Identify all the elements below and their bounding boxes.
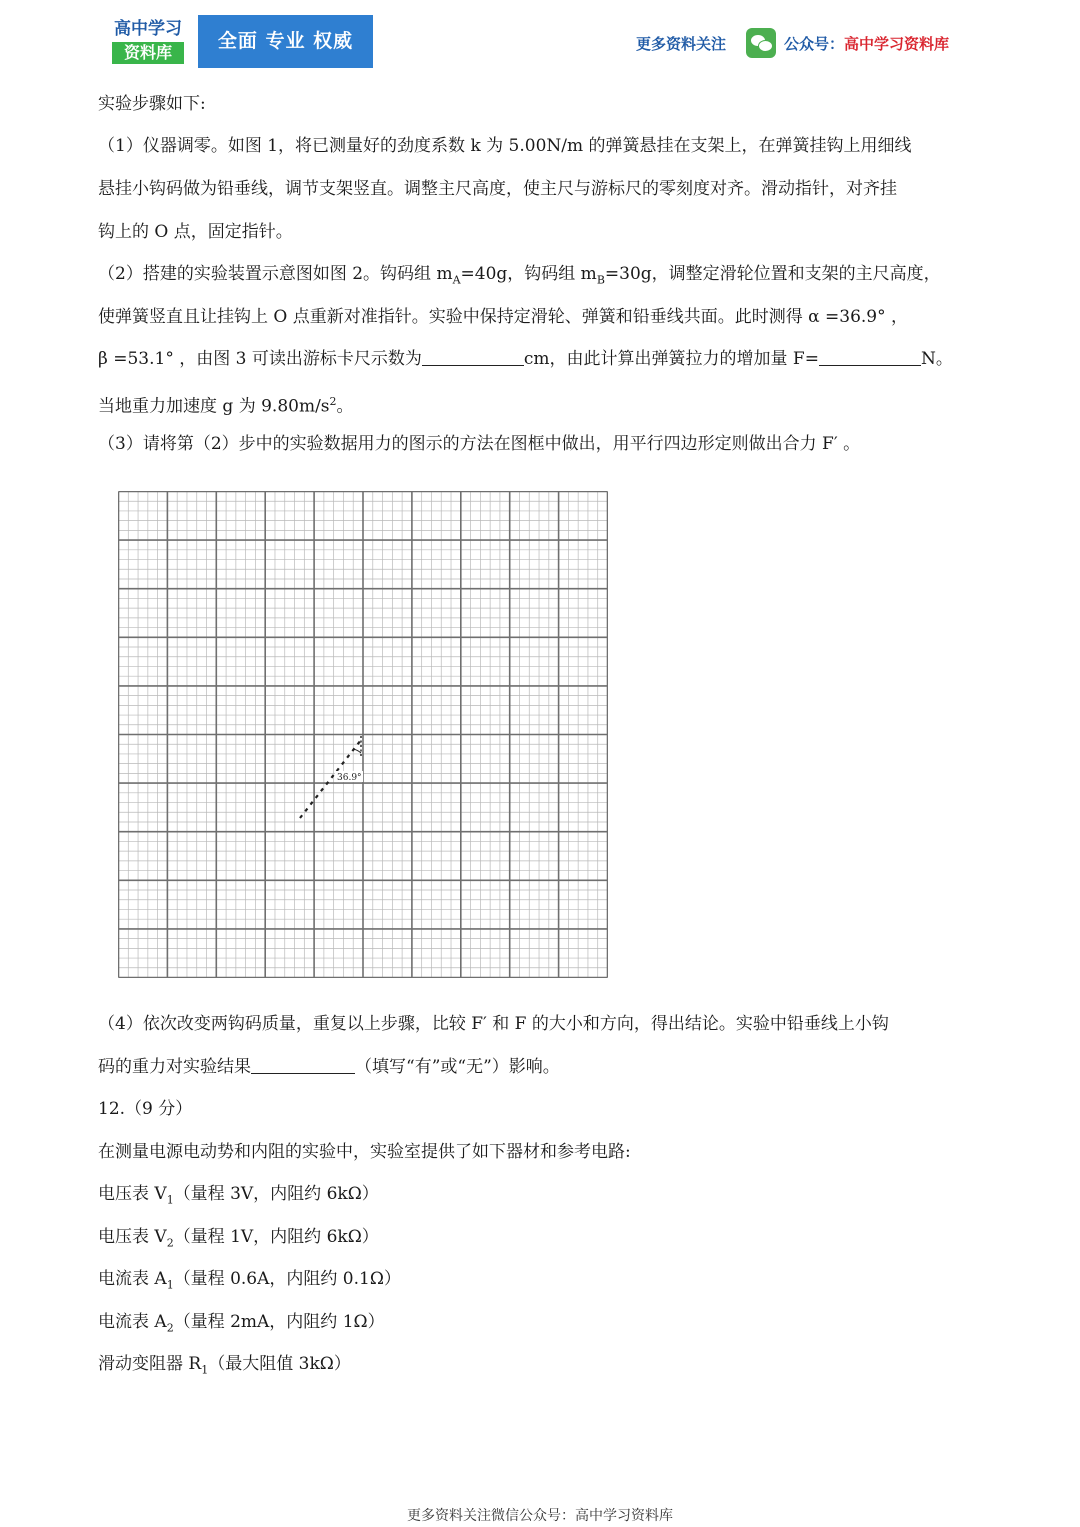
brand-logo [110, 18, 186, 66]
equipment-item: 电流表 $A_1$（量程 0.6A，内阻约 0.1Ω） [98, 1269, 401, 1292]
equipment-item: 滑动变阻器 $R_1$（最大阻值 3kΩ） [98, 1354, 351, 1377]
account-name: 高中学习资料库 [844, 35, 950, 53]
page-header [0, 0, 1080, 80]
angle-arc [353, 749, 361, 753]
slogan-banner: 全面 专业 权威 [198, 15, 373, 68]
equipment-item: 电流表 $A_2$（量程 2mA，内阻约 1Ω） [98, 1312, 385, 1335]
answer-blank-vernier[interactable] [422, 347, 524, 366]
step4-line1: （4）依次改变两钩码质量，重复以上步骤，比较 F′ 和 F 的大小和方向，得出结论。实验中铅垂线上小钩 [98, 1014, 889, 1034]
graph-paper-frame[interactable] [118, 491, 608, 978]
step2-line2: 使弹簧竖直且让挂钩上 O 点重新对准指针。实验中保持定滑轮、弹簧和铅垂线共面。此时测得 α =36.9° ， [98, 307, 909, 327]
question-12-intro: 在测量电源电动势和内阻的实验中，实验室提供了如下器材和参考电路: [98, 1142, 631, 1162]
answer-blank-effect[interactable] [251, 1055, 355, 1074]
follow-text: 更多资料关注 [636, 35, 727, 53]
account-label: 公众号： [784, 35, 845, 53]
logo-top-text: 高中学习 [114, 19, 182, 39]
equipment-item: 电压表 $V_2$（量程 1V，内阻约 6kΩ） [98, 1227, 379, 1250]
step3-line1: （3）请将第（2）步中的实验数据用力的图示的方法在图框中做出，用平行四边形定则做出合力 F′ 。 [98, 434, 861, 454]
wechat-icon [746, 28, 776, 58]
answer-blank-force[interactable] [819, 347, 921, 366]
page-footer: 更多资料关注微信公众号：高中学习资料库 [407, 1508, 673, 1524]
step4-line2: 码的重力对实验结果 （填写“有”或“无”）影响。 [98, 1057, 560, 1077]
graph-paper [118, 491, 608, 978]
step1-line1: （1）仪器调零。如图 1，将已测量好的劲度系数 k 为 5.00N/m 的弹簧悬挂在支架上，在弹簧挂钩上用细线 [98, 136, 912, 156]
logo-bottom-text: 资料库 [112, 42, 184, 64]
steps-heading: 实验步骤如下: [98, 94, 206, 114]
step1-line3: 钩上的 O 点，固定指针。 [98, 222, 293, 242]
angle-label: 36.9° [337, 773, 362, 783]
step2-line4: 当地重力加速度 g 为 $9.80m/s^2$。 [98, 395, 354, 417]
step2-line1: （2）搭建的实验装置示意图如图 2。钩码组 $m_A=40g$，钩码组 $m_B=30g$，调整定滑轮位置和支架的主尺高度， [98, 264, 941, 287]
step2-line3: β =53.1° ，由图 3 可读出游标卡尺示数为 cm，由此计算出弹簧拉力的增加量 F= N。 [98, 349, 953, 369]
equipment-item: 电压表 $V_1$（量程 3V，内阻约 6kΩ） [98, 1184, 379, 1207]
step1-line2: 悬挂小钩码做为铅垂线，调节支架竖直。调整主尺高度，使主尺与游标尺的零刻度对齐。滑动指针，对齐挂 [98, 179, 897, 199]
account-info [784, 32, 949, 56]
question-12-heading: 12.（9 分） [98, 1099, 193, 1119]
